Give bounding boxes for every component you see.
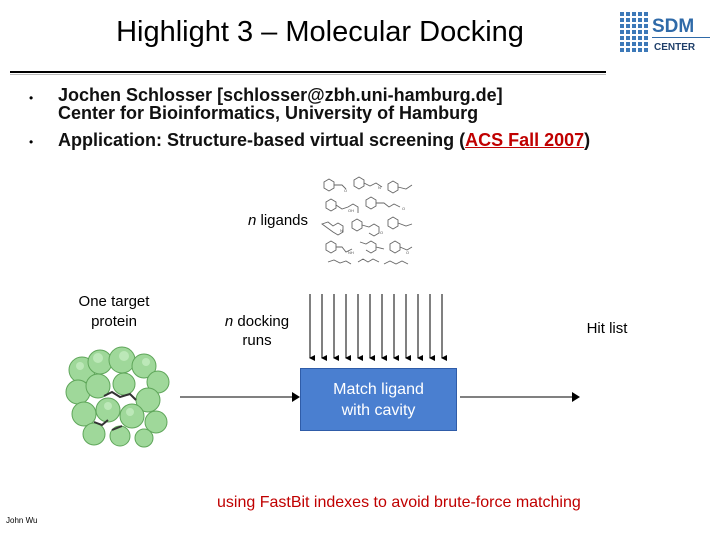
hit-list-label: Hit list	[586, 320, 628, 337]
logo-sdm-text: SDM	[652, 16, 695, 37]
one-target-label-line-1: One target	[78, 293, 150, 310]
author-credit: John Wu	[6, 516, 38, 525]
ligand-structures-image	[318, 174, 418, 272]
protein-to-match-arrow	[178, 390, 302, 404]
bullet-1-line-2: Center for Bioinformatics, University of Hamburg	[58, 103, 479, 123]
bullet-2-text: Application: Structure-based virtual screening (	[58, 130, 466, 150]
title-divider	[10, 71, 606, 73]
one-target-label-line-2: protein	[91, 313, 137, 330]
match-box-line-2: with cavity	[341, 402, 416, 419]
bullet-2	[58, 131, 590, 150]
svg-text:NH: NH	[348, 250, 354, 255]
docking-runs-label-line-2: runs	[242, 332, 272, 349]
fastbit-note: using FastBit indexes to avoid brute-force matching	[217, 494, 581, 511]
acs-fall-2007-link[interactable]: ACS Fall 2007	[465, 130, 585, 150]
match-box-line-1: Match ligand	[333, 381, 424, 398]
n-ligands-label	[238, 211, 318, 231]
svg-text:N: N	[340, 228, 343, 233]
target-protein-image	[64, 346, 172, 450]
match-ligand-box	[300, 368, 457, 431]
bullet-2-suffix: )	[584, 130, 591, 150]
bullet-1-line-1: Jochen Schlosser [schlosser@zbh.uni-hamburg.de]	[58, 85, 503, 105]
sdm-center-logo	[618, 8, 714, 62]
docking-runs-label-line-1	[214, 312, 300, 332]
ligands-text: ligands	[256, 212, 309, 229]
svg-text:O: O	[344, 188, 348, 193]
bullet-marker-2: •	[29, 135, 34, 149]
svg-text:O: O	[402, 206, 406, 211]
n-variable: n	[247, 212, 257, 229]
n-variable-docking: n	[224, 313, 234, 330]
svg-text:O: O	[380, 230, 384, 235]
title-divider-shadow	[10, 74, 606, 75]
svg-text:O: O	[406, 250, 410, 255]
bullet-marker-1: •	[29, 91, 34, 105]
match-to-hitlist-arrow	[458, 390, 584, 404]
logo-center-text: CENTER	[654, 42, 696, 53]
slide-title: Highlight 3 – Molecular Docking	[116, 16, 524, 48]
svg-text:OH: OH	[348, 208, 354, 213]
svg-text:N: N	[378, 185, 381, 190]
docking-text: docking	[233, 313, 290, 330]
docking-arrows	[300, 290, 460, 364]
